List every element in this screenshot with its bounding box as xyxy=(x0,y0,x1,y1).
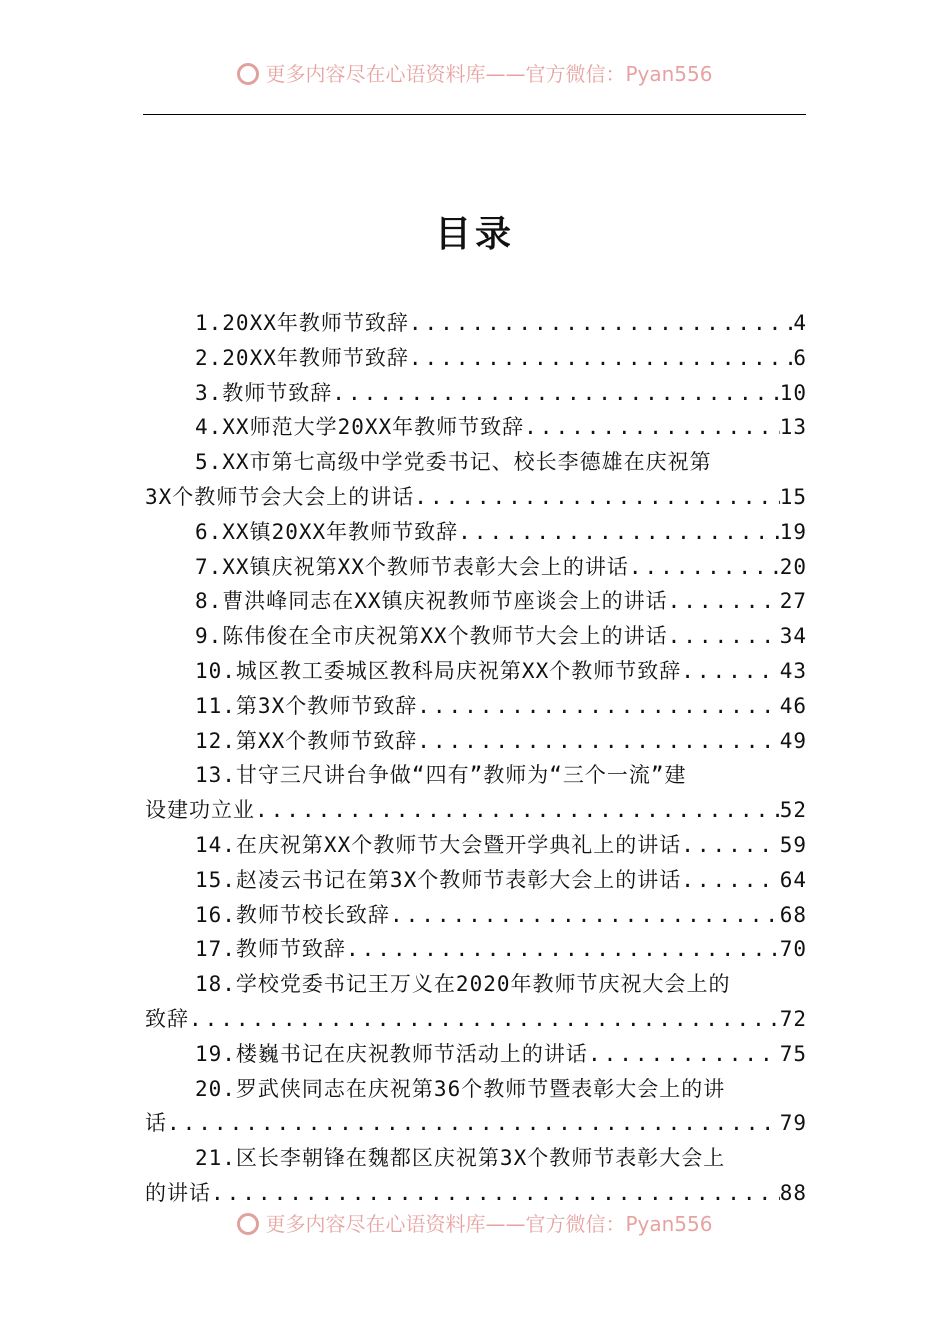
toc-entry-title: 10.城区教工委城区教科局庆祝第XX个教师节致辞 xyxy=(195,658,682,683)
toc-page-number: 20 xyxy=(779,554,807,579)
toc-page-number: 68 xyxy=(779,902,807,927)
toc-leader-dots xyxy=(417,724,779,759)
toc-entry-title: 6.XX镇20XX年教师节致辞 xyxy=(195,519,459,544)
toc-leader-dots xyxy=(629,550,780,585)
toc-entry[interactable] xyxy=(145,828,807,863)
toc-page-number: 10 xyxy=(779,380,807,405)
toc-leader-dots xyxy=(189,1002,780,1037)
toc-entry-title: 7.XX镇庆祝第XX个教师节表彰大会上的讲话 xyxy=(195,554,629,579)
toc-page-number: 13 xyxy=(779,415,807,440)
toc-entry[interactable] xyxy=(145,654,807,689)
toc-entry[interactable] xyxy=(145,1037,807,1072)
toc-page-number: 46 xyxy=(779,693,807,718)
footer-banner-text: 更多内容尽在心语资料库——官方微信：Pyan556 xyxy=(265,1212,713,1236)
toc-entry[interactable] xyxy=(145,758,807,828)
toc-entry-title: 3X个教师节会大会上的讲话 xyxy=(145,484,415,509)
toc-entry-title: 17.教师节致辞 xyxy=(195,937,346,962)
toc-entry[interactable] xyxy=(145,967,807,1037)
toc-page-number: 15 xyxy=(779,484,807,509)
toc-entry-title: 16.教师节校长致辞 xyxy=(195,902,390,927)
toc-page-number: 34 xyxy=(779,624,807,649)
toc-entry[interactable] xyxy=(145,932,807,967)
toc-entry-title: 14.在庆祝第XX个教师节大会暨开学典礼上的讲话 xyxy=(195,832,682,857)
toc-entry[interactable] xyxy=(145,724,807,759)
toc-entry[interactable] xyxy=(145,445,807,515)
toc-entry-title: 的讲话 xyxy=(145,1180,211,1205)
toc-entry-title: 11.第3X个教师节致辞 xyxy=(195,693,418,718)
toc-entry-title: 15.赵凌云书记在第3X个教师节表彰大会上的讲话 xyxy=(195,867,682,892)
toc-entry-title: 5.XX市第七高级中学党委书记、校长李德雄在庆祝第 xyxy=(195,450,712,475)
toc-page-number: 52 xyxy=(779,798,807,823)
toc-entry[interactable] xyxy=(145,584,807,619)
header-banner xyxy=(0,58,950,87)
toc-leader-dots xyxy=(409,306,793,341)
toc-page-number: 64 xyxy=(779,867,807,892)
toc-leader-dots xyxy=(414,480,779,515)
toc-page-number: 6 xyxy=(793,345,807,370)
toc-page-number: 27 xyxy=(779,589,807,614)
toc-entry[interactable] xyxy=(145,619,807,654)
header-banner-text: 更多内容尽在心语资料库——官方微信：Pyan556 xyxy=(265,62,713,86)
toc-entry[interactable] xyxy=(145,863,807,898)
toc-page-number: 59 xyxy=(779,832,807,857)
toc-leader-dots xyxy=(417,689,779,724)
toc-entry-title: 8.曹洪峰同志在XX镇庆祝教师节座谈会上的讲话 xyxy=(195,589,668,614)
toc-page-number: 49 xyxy=(779,728,807,753)
toc-entry[interactable] xyxy=(145,410,807,445)
toc-leader-dots xyxy=(167,1106,780,1141)
table-of-contents xyxy=(145,306,807,1211)
toc-entry[interactable] xyxy=(145,550,807,585)
toc-leader-dots xyxy=(332,376,779,411)
header-rule xyxy=(143,114,806,115)
toc-entry-title: 3.教师节致辞 xyxy=(195,380,333,405)
toc-leader-dots xyxy=(458,515,780,550)
toc-leader-dots xyxy=(588,1037,780,1072)
toc-leader-dots xyxy=(390,898,780,933)
toc-entry-title: 设建功立业 xyxy=(145,798,255,823)
toc-page-number: 19 xyxy=(779,519,807,544)
toc-entry[interactable] xyxy=(145,341,807,376)
toc-leader-dots xyxy=(409,341,793,376)
toc-entry[interactable] xyxy=(145,898,807,933)
toc-entry-title: 1.20XX年教师节致辞 xyxy=(195,311,409,335)
toc-page-number: 72 xyxy=(779,1006,807,1031)
toc-leader-dots xyxy=(681,654,779,689)
toc-leader-dots xyxy=(668,584,780,619)
toc-page-number: 70 xyxy=(779,937,807,962)
toc-leader-dots xyxy=(681,828,779,863)
toc-entry-title: 12.第XX个教师节致辞 xyxy=(195,728,418,753)
toc-page-number: 88 xyxy=(779,1180,807,1205)
toc-entry[interactable] xyxy=(145,376,807,411)
toc-leader-dots xyxy=(211,1176,780,1211)
toc-page-number: 43 xyxy=(779,658,807,683)
toc-entry-title: 19.楼巍书记在庆祝教师节活动上的讲话 xyxy=(195,1041,588,1066)
toc-page-number: 79 xyxy=(779,1111,807,1136)
toc-leader-dots xyxy=(346,932,780,967)
toc-leader-dots xyxy=(681,863,779,898)
logo-icon xyxy=(237,63,259,85)
toc-leader-dots xyxy=(255,793,780,828)
toc-entry-title: 18.学校党委书记王万义在2020年教师节庆祝大会上的 xyxy=(195,972,731,997)
toc-leader-dots xyxy=(524,410,780,445)
toc-entry-title: 2.20XX年教师节致辞 xyxy=(195,345,409,370)
footer-banner xyxy=(0,1208,950,1237)
logo-icon xyxy=(237,1213,259,1235)
page-title: 目录 xyxy=(434,213,515,255)
toc-entry-title: 9.陈伟俊在全市庆祝第XX个教师节大会上的讲话 xyxy=(195,624,668,649)
toc-entry-title: 话 xyxy=(145,1111,167,1136)
toc-entry-title: 4.XX师范大学20XX年教师节致辞 xyxy=(195,415,525,440)
toc-entry[interactable] xyxy=(145,515,807,550)
toc-entry[interactable] xyxy=(145,689,807,724)
toc-entry-title: 20.罗武侠同志在庆祝第36个教师节暨表彰大会上的讲 xyxy=(195,1076,726,1101)
toc-entry-title: 致辞 xyxy=(145,1006,189,1031)
toc-page-number: 4 xyxy=(793,311,807,335)
toc-entry-title: 13.甘守三尺讲台争做“四有”教师为“三个一流”建 xyxy=(195,763,687,788)
toc-entry[interactable] xyxy=(145,1072,807,1142)
toc-entry[interactable] xyxy=(145,306,807,341)
toc-page-number: 75 xyxy=(779,1041,807,1066)
toc-entry[interactable] xyxy=(145,1141,807,1211)
toc-entry-title: 21.区长李朝锋在魏都区庆祝第3X个教师节表彰大会上 xyxy=(195,1146,726,1171)
toc-leader-dots xyxy=(668,619,780,654)
